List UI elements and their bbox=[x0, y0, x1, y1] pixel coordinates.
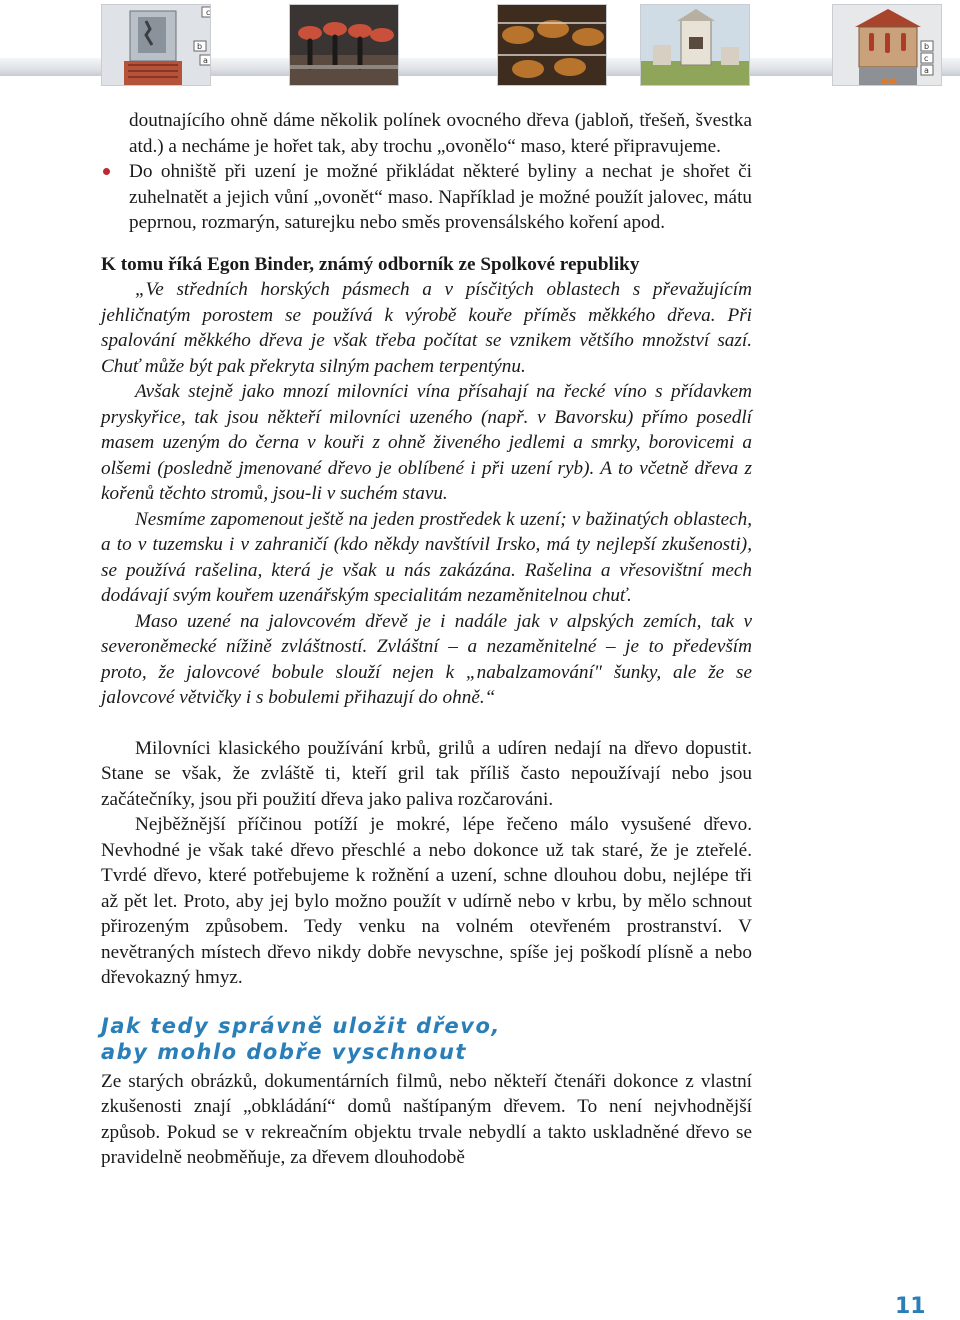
cabinet-tag-a: a bbox=[924, 66, 929, 75]
smoked-fish-image bbox=[497, 4, 607, 86]
bullet-item bbox=[129, 159, 752, 236]
section-heading-line1: Jak tedy správně uložit dřevo, bbox=[101, 1013, 501, 1038]
body-paragraph: Milovníci klasického používání krbů, grilů a udíren nedají na dřevo dopustit. Stane se však, že zvláště ti, kteří gril tak příliš často nepoužívají nebo jsou začátečníky, jsou při použití dřeva jako paliva rozčarováni. bbox=[101, 737, 752, 810]
quote-block bbox=[101, 277, 752, 711]
smokehouse-diagram-image bbox=[101, 4, 211, 86]
bullet-icon bbox=[103, 168, 110, 175]
cabinet-tag-b: b bbox=[924, 42, 930, 51]
quote-paragraph: Nesmíme zapomenout ještě na jeden prostředek k uzení; v bažinatých oblastech, a to v tuzemsku i v zahraničí (kdo někdy navštívil Irsko, má ty nejlepší zkušenosti), se používá rašelina, která je však u nás zakázána. Rašelina a vřesovištní mech dodávají svým kouřem uzenářským specialitám nezaměnitelnou chuť. bbox=[101, 508, 752, 606]
smoker-cabinet-image bbox=[832, 4, 942, 86]
diagram-tag-b: b bbox=[197, 42, 203, 51]
section-paragraph: Ze starých obrázků, dokumentárních filmů, nebo někteří čtenáři dokonce z vlastní zkušenosti znají „obkládání“ domů naštípaným dřevem. To není nejvhodnější způsob. Pokud se v rekreačním objektu trvale nebydlí a takto uskladněné dřevo se pravidelně neobměňuje, za dřevem dlouhodobě bbox=[101, 1070, 752, 1168]
cabinet-tag-c: c bbox=[924, 54, 929, 63]
intro-continuation: doutnajícího ohně dáme několik polínek ovocného dřeva (jabloň, třešeň, švestka atd.) a necháme je hořet tak, aby trochu „ovonělo“ maso, které připravujeme. bbox=[129, 110, 752, 157]
bullet-text: Do ohniště při uzení je možné přikládat některé byliny a nechat je shořet či zuhelnatět a jejich vůní „ovonět“ maso. Například je možné použít jalovec, mátu peprnou, rozmarýn, saturejku nebo směs provensálského koření apod. bbox=[129, 161, 752, 233]
header-banner bbox=[0, 0, 960, 92]
sausages-on-grill-image bbox=[289, 4, 399, 86]
page-number: 11 bbox=[895, 1294, 926, 1319]
intro-list bbox=[101, 108, 752, 236]
body-paragraph: Nejběžnější příčinou potíží je mokré, lépe řečeno málo vysušené dřevo. Nevhodné je však také dřevo přeschlé a nebo dokonce už tak staré, že je zteřelé. Tvrdé dřevo, které potřebujeme k rožnění a uzení, schne dlouhou dobu, nejlépe tři až pět let. Proto, aby jej bylo možno použít v udírně nebo v krbu, by mělo schnout přirozeným způsobem. Tedy venku na volném otevřeném prostranství. V nevětraných místech dřevo nikdy dobře nevyschne, spíše jej poškodí plísně a nebo dřevokazný hmyz. bbox=[101, 814, 752, 988]
garden-smoker-image bbox=[640, 4, 750, 86]
quote-heading: K tomu říká Egon Binder, známý odborník ze Spolkové republiky bbox=[101, 253, 640, 275]
quote-paragraph: Avšak stejně jako mnozí milovníci vína přísahají na řecké víno s přídavkem pryskyřice, tak jsou někteří milovníci uzeného (např. v Bavorsku) přímo posedlí masem uzeným do černa v kouři z ohně živeného jedlemi a smrky, borovicemi a olšemi (posledně jmenované dřevo je oblíbené i při uzení ryb). A to včetně dřeva z kořenů těchto stromů, jsou-li v suchém stavu. bbox=[101, 381, 752, 504]
page-content bbox=[101, 108, 752, 1171]
spacer bbox=[101, 711, 752, 736]
section-heading bbox=[101, 1013, 752, 1065]
diagram-tag-c: c bbox=[206, 8, 211, 17]
section-heading-line2: aby mohlo dobře vyschnout bbox=[101, 1039, 467, 1064]
quote-paragraph: „Ve středních horských pásmech a v písčitých oblastech s převažujícím jehličnatým porostem se používá k výrobě kouře příměs měkkého dřeva. Při spalování měkkého dřeva je však třeba počítat se vznikem většího množství sazí. Chuť může být pak překryta silným pachem terpentýnu. bbox=[101, 279, 752, 377]
quote-paragraph: Maso uzené na jalovcovém dřevě je i nadále jak v alpských zemích, tak v severoněmecké nížině zvláštností. Zvláštní – a nezaměnitelné – je to především proto, že jalovcové bobule slouží nejen k „nabalzamování" šunky, ale že se jalovcové větvičky i s bobulemi přihazují do ohně.“ bbox=[101, 610, 752, 708]
diagram-tag-a: a bbox=[203, 56, 208, 65]
